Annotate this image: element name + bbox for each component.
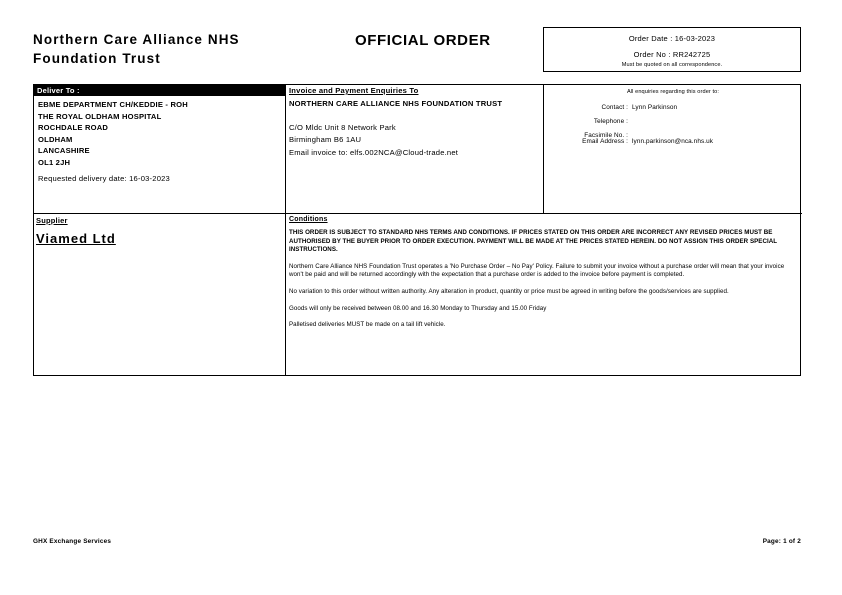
deliver-to-line: OL1 2JH [38, 157, 71, 167]
footer-page-number: Page: 1 of 2 [762, 538, 801, 545]
enquiries-row-contact [556, 101, 800, 115]
order-number: Order No : RR242725 [633, 50, 711, 59]
conditions-paragraph: THIS ORDER IS SUBJECT TO STANDARD NHS TERMS AND CONDITIONS. IF PRICES STATED ON THIS ORDER ARE INCORRECT ANY REVISED PRICES MUST BE AUTHORISED BY THE BUYER PRIOR TO ORDER EXECUTION. PAYMENT WILL BE MADE AT THE PRICES STATED HEREIN. DO NOT ASSIGN THIS ORDER SPECIAL INSTRUCTIONS. [289, 229, 777, 254]
deliver-to-address [38, 99, 282, 168]
invoice-enquiries-header: Invoice and Payment Enquiries To [289, 86, 419, 95]
order-box-note: Must be quoted on all correspondence. [621, 62, 723, 68]
enquiries-contact-label: Contact : [601, 104, 628, 111]
order-date: Order Date : 16-03-2023 [628, 34, 716, 43]
table-divider-vertical-left [285, 84, 286, 376]
conditions-paragraph: Northern Care Alliance NHS Foundation Trust operates a 'No Purchase Order – No Pay' Policy. Failure to submit your invoice without a purchase order will mean that your invoice won't be paid and will be returned accordingly with the expectation that a purchase order is added to the invoice before payment is completed. [289, 262, 785, 279]
deliver-to-line: THE ROYAL OLDHAM HOSPITAL [38, 111, 162, 121]
supplier-header: Supplier [36, 216, 68, 225]
deliver-to-line: EBME DEPARTMENT CH/KEDDIE - ROH [38, 100, 188, 109]
deliver-to-header: Deliver To : [34, 85, 285, 96]
enquiries-email-label: Email Address : [582, 138, 628, 145]
invoice-email-line: Email invoice to: elfs.002NCA@Cloud-trade.net [289, 148, 459, 157]
conditions-body [289, 229, 797, 338]
invoice-address-line: C/O Mldc Unit 8 Network Park [289, 123, 396, 132]
invoice-address [289, 122, 534, 146]
enquiries-contact-list [556, 101, 800, 143]
conditions-paragraph: Goods will only be received between 08.00 and 16.30 Monday to Thursday and 15.00 Friday [289, 304, 547, 312]
invoice-company-name: NORTHERN CARE ALLIANCE NHS FOUNDATION TRUST [289, 99, 503, 108]
enquiries-row-email [556, 138, 713, 145]
enquiries-facsimile-label: Facsimile No. : [584, 132, 628, 139]
deliver-to-line: ROCHDALE ROAD [38, 123, 109, 132]
deliver-to-line: LANCASHIRE [38, 146, 90, 155]
requested-delivery-date: Requested delivery date: 16-03-2023 [38, 174, 170, 183]
footer-service-name: GHX Exchange Services [33, 538, 112, 545]
table-divider-horizontal-left [33, 213, 286, 214]
invoice-address-line: Birmingham B6 1AU [289, 135, 362, 144]
organisation-title: Northern Care Alliance NHS Foundation Trust [33, 32, 240, 66]
supplier-name: Viamed Ltd [36, 231, 116, 246]
document-title: OFFICIAL ORDER [355, 32, 491, 49]
enquiries-row-telephone [556, 115, 800, 129]
deliver-to-line: OLDHAM [38, 134, 73, 144]
enquiries-contact-value: Lynn Parkinson [632, 104, 678, 111]
conditions-paragraph: No variation to this order without written authority. Any alteration in product, quantity or price must be agreed in writing before the goods/services are supplied. [289, 287, 729, 295]
conditions-header: Conditions [289, 216, 328, 223]
table-divider-horizontal-right [285, 213, 802, 214]
enquiries-title: All enquiries regarding this order to: [626, 89, 720, 95]
conditions-paragraph: Palletised deliveries MUST be made on a tail lift vehicle. [289, 321, 446, 329]
table-divider-vertical-right [543, 84, 544, 214]
enquiries-telephone-label: Telephone : [593, 118, 628, 125]
enquiries-email-value: lynn.parkinson@nca.nhs.uk [632, 138, 714, 145]
